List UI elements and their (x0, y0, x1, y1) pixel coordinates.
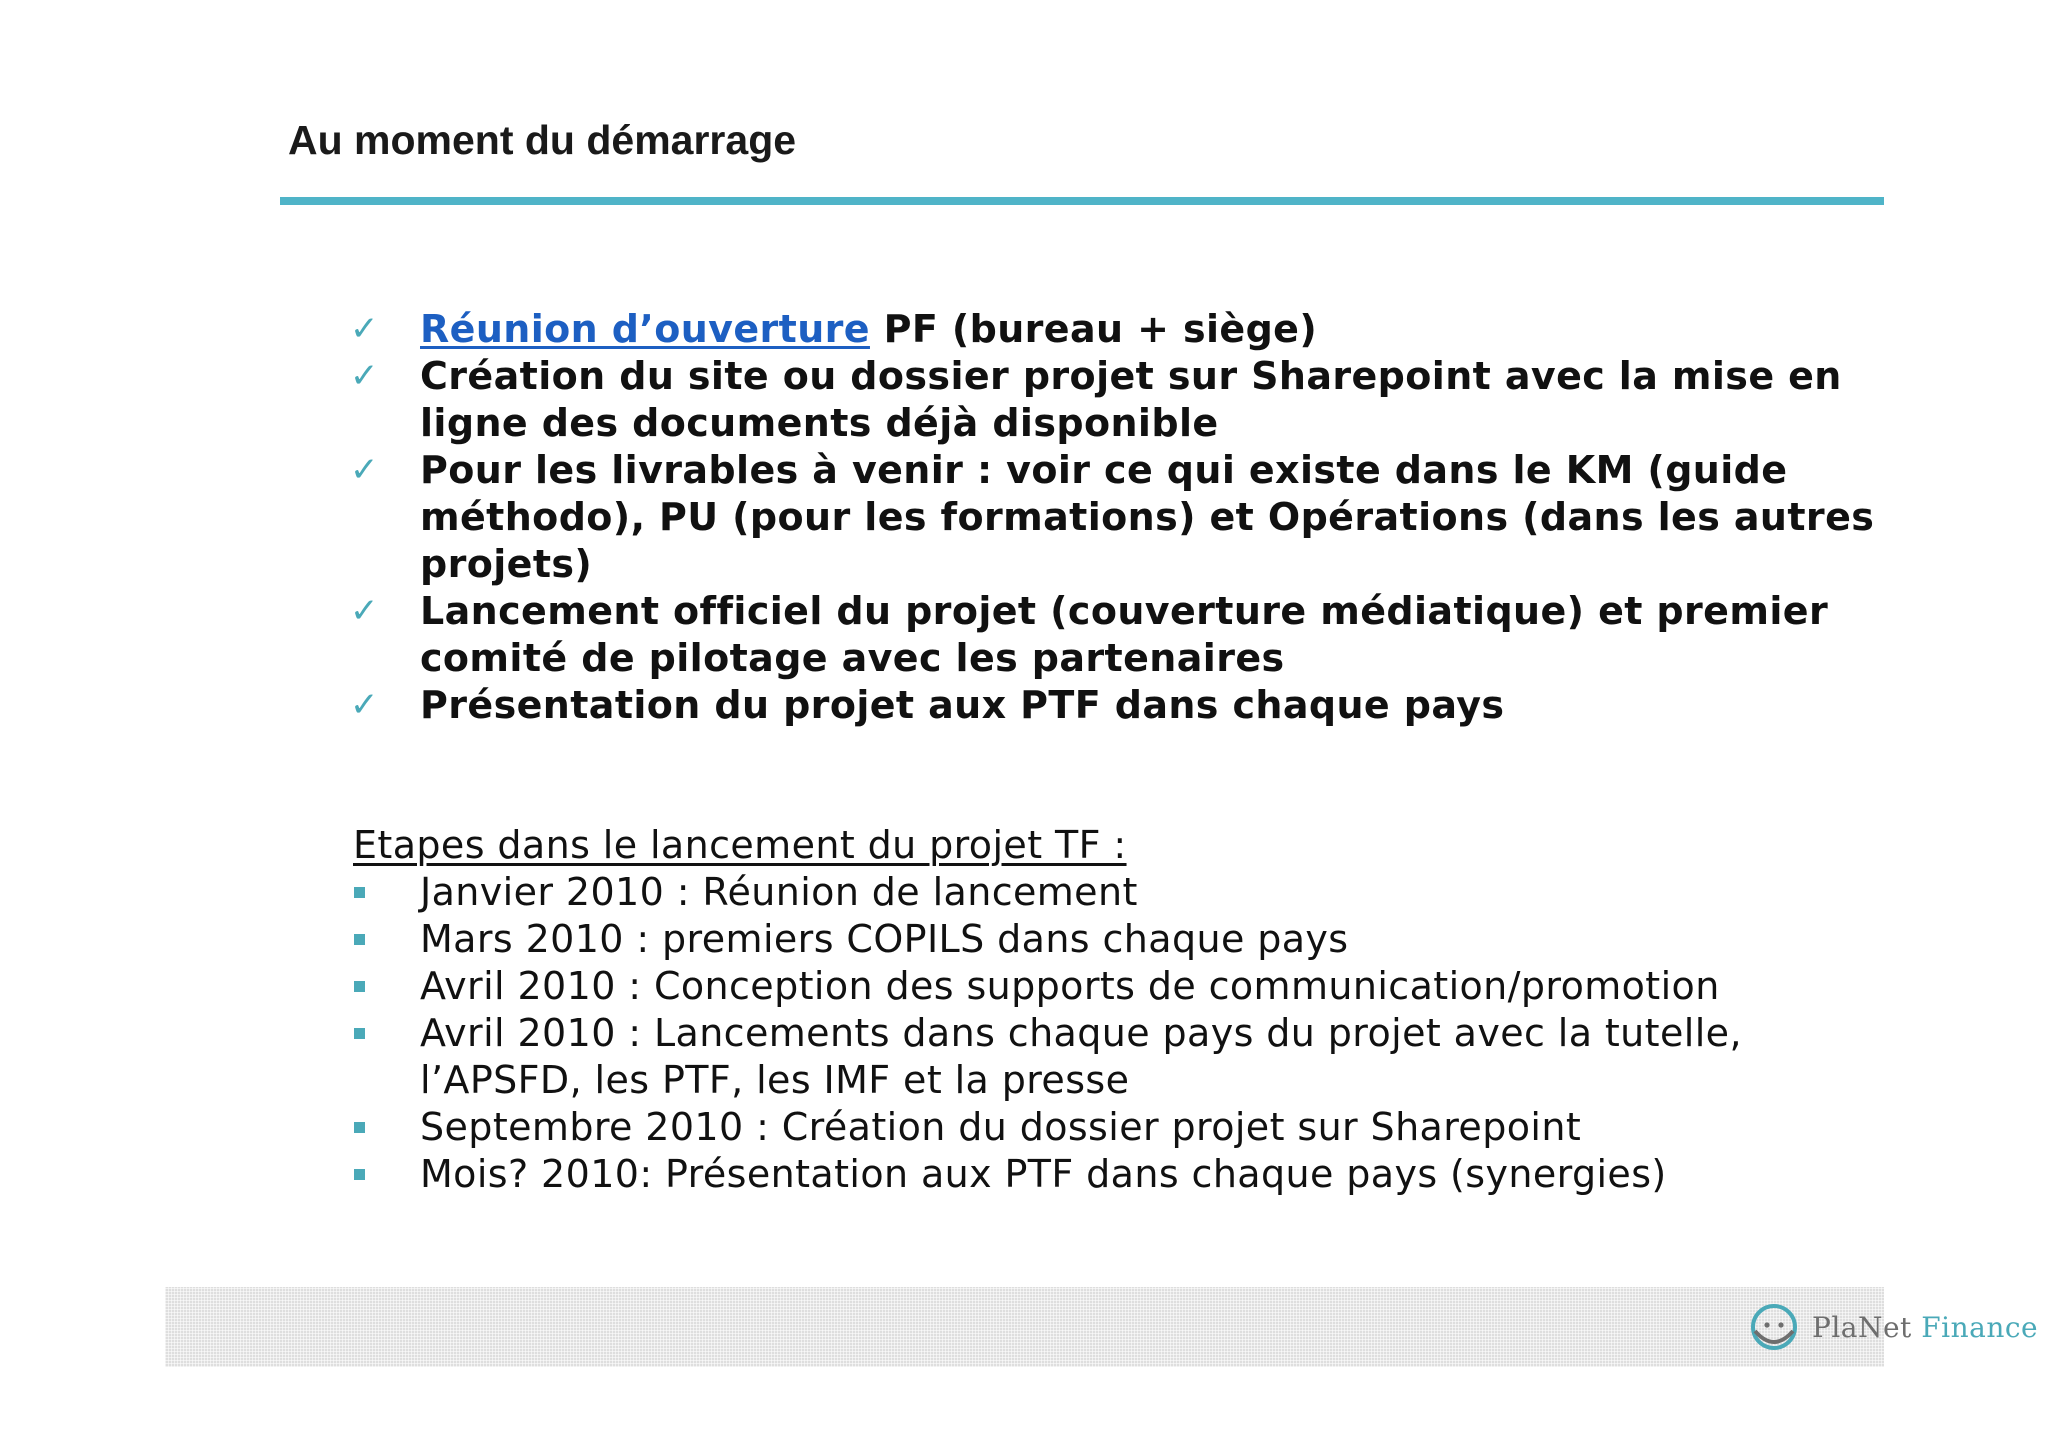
checklist-line: Création du site ou dossier projet sur Sharepoint avec la mise en (420, 354, 1842, 398)
checklist-line: Lancement officiel du projet (couverture médiatique) et premier (420, 589, 1829, 633)
step-item-month-tbd (350, 1151, 1800, 1198)
checklist-item-sharepoint-site (350, 353, 1842, 447)
square-bullet-icon (354, 1028, 365, 1039)
checklist-line: ligne des documents déjà disponible (420, 401, 1219, 445)
steps-list (350, 869, 1800, 1198)
square-bullet-icon (354, 1122, 365, 1133)
step-item-january (350, 869, 1800, 916)
step-item-september (350, 1104, 1800, 1151)
checklist-line: Présentation du projet aux PTF dans chaque pays (420, 683, 1505, 727)
step-line: Mars 2010 : premiers COPILS dans chaque pays (420, 917, 1349, 961)
kickoff-meeting-link[interactable]: Réunion d’ouverture (420, 307, 870, 351)
step-item-april-launches (350, 1010, 1800, 1104)
checklist-line: Pour les livrables à venir : voir ce qui existe dans le KM (guide (420, 448, 1788, 492)
step-line: Janvier 2010 : Réunion de lancement (420, 870, 1138, 914)
logo-word-planet: PlaNet (1812, 1310, 1912, 1344)
checklist-item-official-launch (350, 588, 1829, 682)
steps-heading: Etapes dans le lancement du projet TF : (353, 823, 1127, 867)
check-icon: ✓ (350, 356, 379, 396)
slide-title: Au moment du démarrage (288, 117, 797, 163)
step-line: Avril 2010 : Conception des supports de communication/promotion (420, 964, 1720, 1008)
square-bullet-icon (354, 981, 365, 992)
check-icon: ✓ (350, 591, 379, 631)
footer-band (165, 1287, 2039, 1367)
checklist-item-kickoff-meeting (350, 306, 1800, 353)
checklist-line: comité de pilotage avec les partenaires (420, 636, 1285, 680)
step-item-march (350, 916, 1800, 963)
title-divider (280, 197, 1884, 205)
square-bullet-icon (354, 934, 365, 945)
checklist-line: projets) (420, 542, 593, 586)
checklist-line: méthodo), PU (pour les formations) et Opérations (dans les autres (420, 495, 1875, 539)
checklist-item-text: PF (bureau + siège) (869, 307, 1318, 351)
square-bullet-icon (354, 1169, 365, 1180)
step-line: Septembre 2010 : Création du dossier projet sur Sharepoint (420, 1105, 1582, 1149)
planet-finance-logo (1748, 1301, 2038, 1353)
check-icon: ✓ (350, 685, 379, 725)
check-icon: ✓ (350, 309, 379, 349)
step-line: Avril 2010 : Lancements dans chaque pays du projet avec la tutelle, (420, 1011, 1742, 1055)
checklist (350, 306, 1875, 729)
square-bullet-icon (354, 887, 365, 898)
checklist-item-ptf-presentation (350, 682, 1800, 729)
check-icon: ✓ (350, 450, 379, 490)
step-line: l’APSFD, les PTF, les IMF et la presse (420, 1058, 1130, 1102)
logo-wordmark (1812, 1311, 2038, 1344)
planet-finance-logo-icon (1748, 1301, 1800, 1353)
step-item-april-design (350, 963, 1800, 1010)
logo-word-finance: Finance (1921, 1310, 2039, 1344)
checklist-item-deliverables (350, 447, 1875, 588)
step-line: Mois? 2010: Présentation aux PTF dans chaque pays (synergies) (420, 1152, 1667, 1196)
